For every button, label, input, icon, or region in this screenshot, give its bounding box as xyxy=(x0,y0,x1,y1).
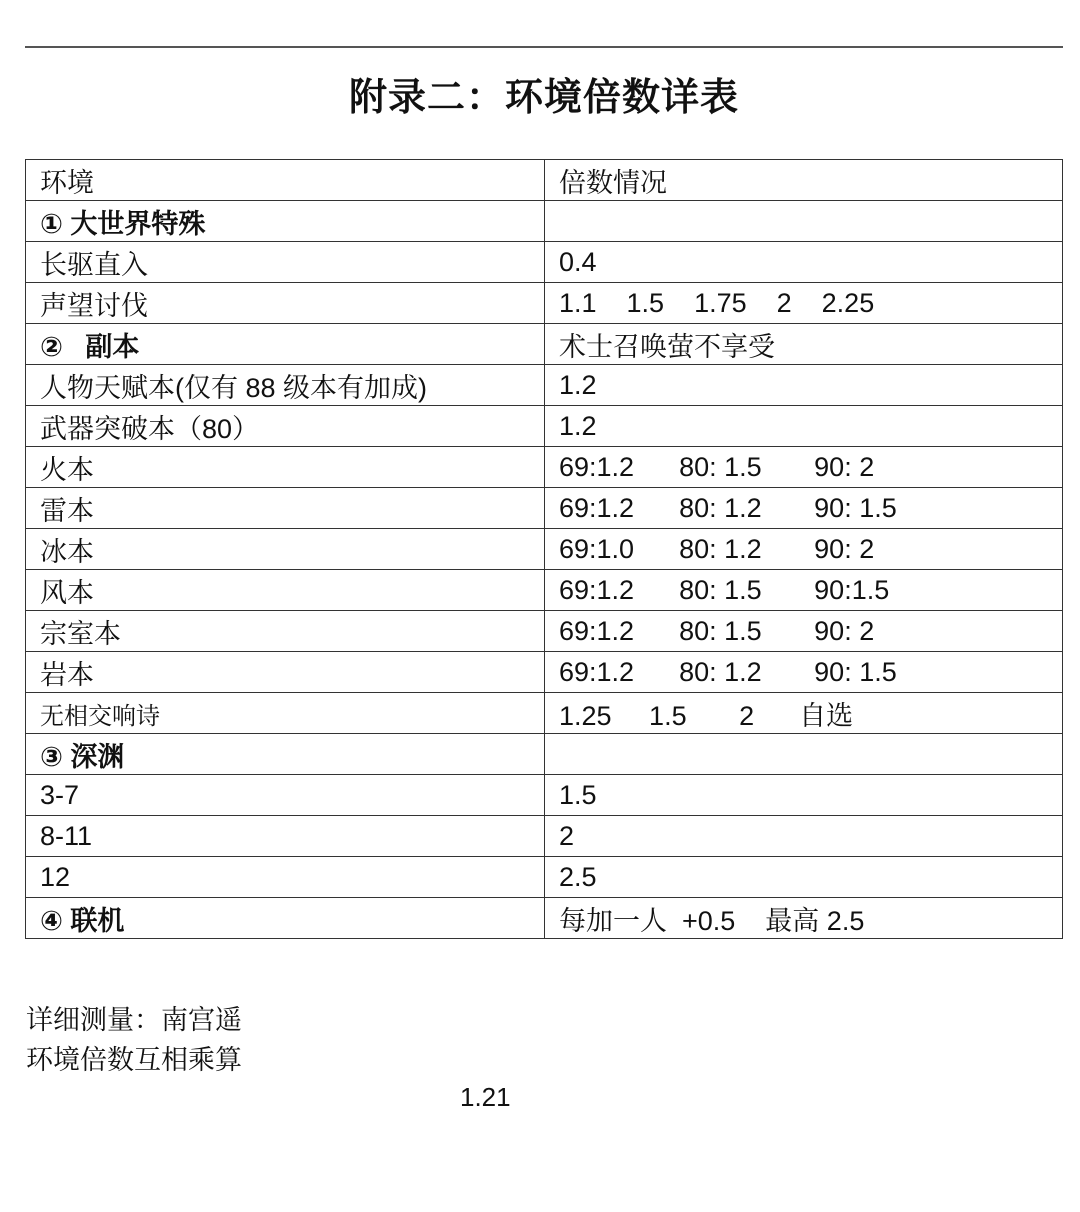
environment-cell: 长驱直入 xyxy=(26,242,545,283)
multiplier-cell: 1.25 1.5 2 自选 xyxy=(545,693,1063,734)
environment-cell: 3-7 xyxy=(26,775,545,816)
note-multiply: 环境倍数互相乘算 xyxy=(26,1045,242,1075)
multiplier-cell: 69:1.2 80: 1.5 90:1.5 xyxy=(545,570,1063,611)
environment-cell: 岩本 xyxy=(26,652,545,693)
environment-cell: ① 大世界特殊 xyxy=(26,201,545,242)
multiplier-cell: 1.2 xyxy=(545,406,1063,447)
section-row xyxy=(26,734,1063,775)
table-row xyxy=(26,406,1063,447)
environment-cell: 人物天赋本(仅有 88 级本有加成) xyxy=(26,365,545,406)
section-row xyxy=(26,324,1063,365)
table-row xyxy=(26,693,1063,734)
environment-cell: 冰本 xyxy=(26,529,545,570)
table-row xyxy=(26,283,1063,324)
multiplier-table xyxy=(25,159,1063,939)
multiplier-cell: 69:1.2 80: 1.5 90: 2 xyxy=(545,611,1063,652)
page-number: 1.21 xyxy=(460,1082,511,1112)
top-rule xyxy=(25,46,1063,48)
environment-cell: ② 副本 xyxy=(26,324,545,365)
environment-cell: 武器突破本（80） xyxy=(26,406,545,447)
table-row xyxy=(26,816,1063,857)
environment-cell: 无相交响诗 xyxy=(26,693,545,734)
table-row xyxy=(26,611,1063,652)
table-row xyxy=(26,242,1063,283)
table-row xyxy=(26,775,1063,816)
environment-cell: 12 xyxy=(26,857,545,898)
section-row xyxy=(26,201,1063,242)
table-row xyxy=(26,529,1063,570)
multiplier-cell: 2.5 xyxy=(545,857,1063,898)
note-measurement: 详细测量：南宫遥 xyxy=(26,1005,242,1035)
multiplier-cell: 69:1.0 80: 1.2 90: 2 xyxy=(545,529,1063,570)
multiplier-cell: 1.1 1.5 1.75 2 2.25 xyxy=(545,283,1063,324)
multiplier-cell: 2 xyxy=(545,816,1063,857)
environment-cell: 火本 xyxy=(26,447,545,488)
table-row xyxy=(26,447,1063,488)
multiplier-cell xyxy=(545,734,1063,775)
multiplier-cell: 69:1.2 80: 1.2 90: 1.5 xyxy=(545,488,1063,529)
environment-cell: 风本 xyxy=(26,570,545,611)
multiplier-cell: 69:1.2 80: 1.2 90: 1.5 xyxy=(545,652,1063,693)
table-row xyxy=(26,857,1063,898)
environment-cell: 雷本 xyxy=(26,488,545,529)
multiplier-cell: 术士召唤萤不享受 xyxy=(545,324,1063,365)
environment-cell: 声望讨伐 xyxy=(26,283,545,324)
environment-cell: 宗室本 xyxy=(26,611,545,652)
header-environment: 环境 xyxy=(26,160,545,201)
table-row xyxy=(26,570,1063,611)
multiplier-cell: 1.2 xyxy=(545,365,1063,406)
section-row xyxy=(26,898,1063,939)
table-row xyxy=(26,488,1063,529)
page-title: 附录二：环境倍数详表 xyxy=(348,77,739,119)
multiplier-cell: 0.4 xyxy=(545,242,1063,283)
table-row xyxy=(26,365,1063,406)
header-multiplier: 倍数情况 xyxy=(545,160,1063,201)
multiplier-cell: 69:1.2 80: 1.5 90: 2 xyxy=(545,447,1063,488)
environment-cell: ④ 联机 xyxy=(26,898,545,939)
multiplier-cell xyxy=(545,201,1063,242)
environment-cell: ③ 深渊 xyxy=(26,734,545,775)
multiplier-cell: 1.5 xyxy=(545,775,1063,816)
multiplier-cell: 每加一人 +0.5 最高 2.5 xyxy=(545,898,1063,939)
table-row xyxy=(26,652,1063,693)
environment-cell: 8-11 xyxy=(26,816,545,857)
table-header-row xyxy=(26,160,1063,201)
